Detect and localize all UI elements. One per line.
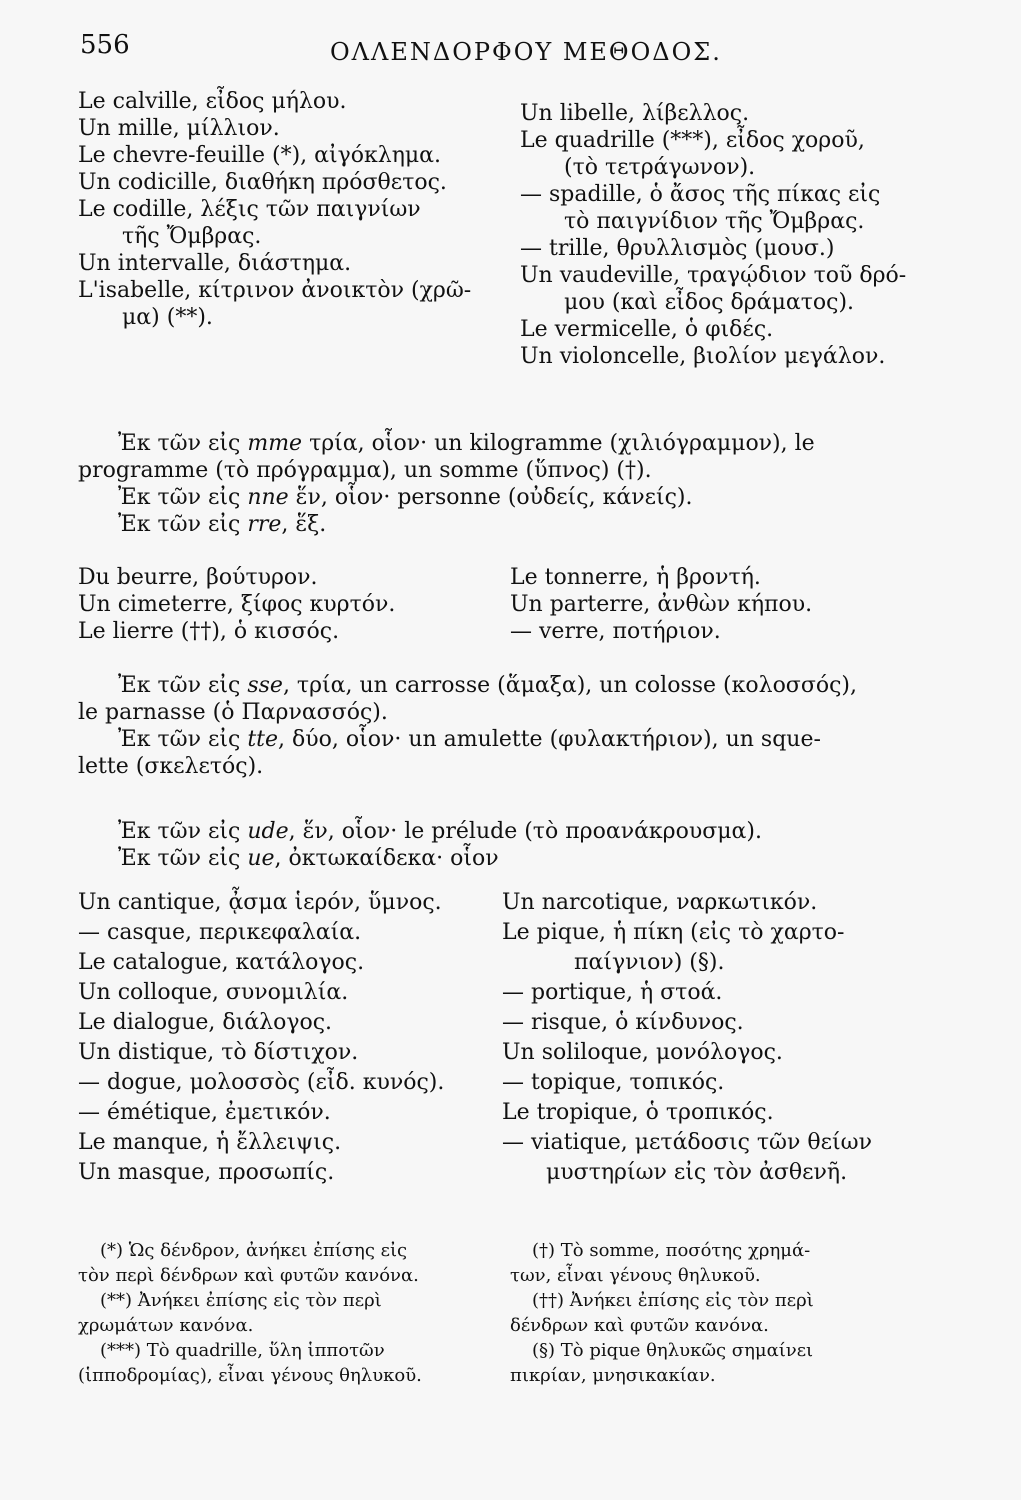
footnote-line: (§) Τὸ pique θηλυκῶς σημαίνει xyxy=(532,1340,814,1361)
footnote-line: δένδρων καὶ φυτῶν κανόνα. xyxy=(510,1315,769,1336)
block1-left-column xyxy=(78,88,471,331)
entry-line: Le chevre-feuille (*), αἰγόκλημα. xyxy=(78,143,442,168)
text-line: Ἐκ τῶν εἰς ude, ἕν, οἷον· le prélude (τὸ προανάκρουσμα). xyxy=(118,819,762,844)
block1-right-column xyxy=(520,100,906,370)
text-line: Ἐκ τῶν εἰς tte, δύο, οἷον· un amulette (φυλακτήριον), un sque- xyxy=(118,727,821,752)
entry-line: Un parterre, ἀνθὼν κήπου. xyxy=(510,592,813,617)
text-line: lette (σκελετός). xyxy=(78,754,264,779)
footnotes-left xyxy=(78,1238,422,1388)
paragraph-mme-nne-rre xyxy=(78,430,968,538)
footnote-line: (ἱπποδρομίας), εἶναι γένους θηλυκοῦ. xyxy=(78,1365,422,1386)
footnote-line: (*) Ὡς δένδρον, ἀνήκει ἐπίσης εἰς xyxy=(100,1240,408,1261)
entry-line: μυστηρίων εἰς τὸν ἀσθενῆ. xyxy=(546,1160,848,1185)
entry-line: Le tonnerre, ἡ βροντή. xyxy=(510,565,761,590)
block2-right-column xyxy=(510,564,812,645)
entry-line: Le tropique, ὁ τροπικός. xyxy=(502,1100,774,1125)
footnote-line: (††) Ἀνήκει ἐπίσης εἰς τὸν περὶ xyxy=(532,1290,814,1311)
entry-line: L'isabelle, κίτρινον ἀνοικτὸν (χρῶ- xyxy=(78,278,472,303)
entry-line: τῆς Ὄμβρας. xyxy=(122,224,262,249)
footnote-line: πικρίαν, μνησικακίαν. xyxy=(510,1365,716,1386)
text-line: Ἐκ τῶν εἰς nne ἕν, οἷον· personne (οὐδείς, κάνείς). xyxy=(118,485,693,510)
footnotes-right xyxy=(510,1238,814,1388)
entry-line: — risque, ὁ κίνδυνος. xyxy=(502,1010,744,1035)
entry-line: — verre, ποτήριον. xyxy=(510,619,721,644)
text-line: Ἐκ τῶν εἰς sse, τρία, un carrosse (ἅμαξα), un colosse (κολοσσός), xyxy=(118,673,857,698)
entry-line: — spadille, ὁ ἄσος τῆς πίκας εἰς xyxy=(520,182,881,207)
entry-line: Le catalogue, κατάλογος. xyxy=(78,950,365,975)
entry-line: Un cimeterre, ξίφος κυρτόν. xyxy=(78,592,396,617)
text-line: le parnasse (ὁ Παρνασσός). xyxy=(78,700,388,725)
entry-line: — topique, τοπικός. xyxy=(502,1070,725,1095)
entry-line: παίγνιον) (§). xyxy=(574,950,725,975)
entry-line: Le pique, ἡ πίκη (εἰς τὸ χαρτο- xyxy=(502,920,845,945)
entry-line: — casque, περικεφαλαία. xyxy=(78,920,362,945)
block3-right-column xyxy=(502,888,872,1188)
entry-line: — trille, θρυλλισμὸς (μουσ.) xyxy=(520,236,835,261)
footnote-line: (***) Τὸ quadrille, ὕλη ἱπποτῶν xyxy=(100,1340,385,1361)
entry-line: Un codicille, διαθήκη πρόσθετος. xyxy=(78,170,447,195)
footnote-line: (†) Τὸ somme, ποσότης χρημά- xyxy=(532,1240,811,1261)
entry-line: τὸ παιγνίδιον τῆς Ὄμβρας. xyxy=(564,209,865,234)
entry-line: μα) (**). xyxy=(122,305,213,330)
entry-line: — viatique, μετάδοσις τῶν θείων xyxy=(502,1130,872,1155)
footnote-line: χρωμάτων κανόνα. xyxy=(78,1315,254,1336)
entry-line: Un colloque, συνομιλία. xyxy=(78,980,349,1005)
block3-left-column xyxy=(78,888,444,1188)
entry-line: Le codille, λέξις τῶν παιγνίων xyxy=(78,197,421,222)
paragraph-sse-tte xyxy=(78,672,968,780)
block2-left-column xyxy=(78,564,395,645)
entry-line: Un soliloque, μονόλογος. xyxy=(502,1040,783,1065)
entry-line: Un distique, τὸ δίστιχον. xyxy=(78,1040,359,1065)
entry-line: Le calville, εἶδος μήλου. xyxy=(78,89,347,114)
entry-line: — émétique, ἐμετικόν. xyxy=(78,1100,331,1125)
footnote-line: των, εἶναι γένους θηλυκοῦ. xyxy=(510,1265,761,1286)
entry-line: — dogue, μολοσσὸς (εἶδ. κυνός). xyxy=(78,1070,445,1095)
text-line: Ἐκ τῶν εἰς rre, ἕξ. xyxy=(118,512,327,537)
text-line: programme (τὸ πρόγραμμα), un somme (ὕπνος) (†). xyxy=(78,458,652,483)
paragraph-ude-ue xyxy=(78,818,968,872)
footnote-line: τὸν περὶ δένδρων καὶ φυτῶν κανόνα. xyxy=(78,1265,419,1286)
entry-line: Un narcotique, ναρκωτικόν. xyxy=(502,890,818,915)
entry-line: Le quadrille (***), εἶδος χοροῦ, xyxy=(520,128,865,153)
entry-line: Un violoncelle, βιολίον μεγάλον. xyxy=(520,344,886,369)
entry-line: Le manque, ἡ ἔλλειψις. xyxy=(78,1130,342,1155)
page-number: 556 xyxy=(80,30,130,60)
text-line: Ἐκ τῶν εἰς ue, ὀκτωκαίδεκα· οἷον xyxy=(118,846,499,871)
footnote-line: (**) Ἀνήκει ἐπίσης εἰς τὸν περὶ xyxy=(100,1290,382,1311)
entry-line: Un mille, μίλλιον. xyxy=(78,116,280,141)
entry-line: Le lierre (††), ὁ κισσός. xyxy=(78,619,340,644)
entry-line: — portique, ἡ στοά. xyxy=(502,980,723,1005)
entry-line: Un masque, προσωπίς. xyxy=(78,1160,335,1185)
running-title: ΟΛΛΕΝΔΟΡΦΟΥ ΜΕΘΟΔΟΣ. xyxy=(330,38,722,66)
entry-line: Un vaudeville, τραγῴδιον τοῦ δρό- xyxy=(520,263,907,288)
entry-line: μου (καὶ εἶδος δράματος). xyxy=(564,290,855,315)
entry-line: Le vermicelle, ὁ φιδές. xyxy=(520,317,774,342)
entry-line: Un intervalle, διάστημα. xyxy=(78,251,352,276)
text-line: Ἐκ τῶν εἰς mme τρία, οἷον· un kilogramme (χιλιόγραμμον), le xyxy=(118,431,815,456)
entry-line: Du beurre, βούτυρον. xyxy=(78,565,318,590)
entry-line: Un cantique, ᾆσμα ἱερόν, ὕμνος. xyxy=(78,890,442,915)
entry-line: Un libelle, λίβελλος. xyxy=(520,101,750,126)
entry-line: Le dialogue, διάλογος. xyxy=(78,1010,333,1035)
entry-line: (τὸ τετράγωνον). xyxy=(564,155,756,180)
